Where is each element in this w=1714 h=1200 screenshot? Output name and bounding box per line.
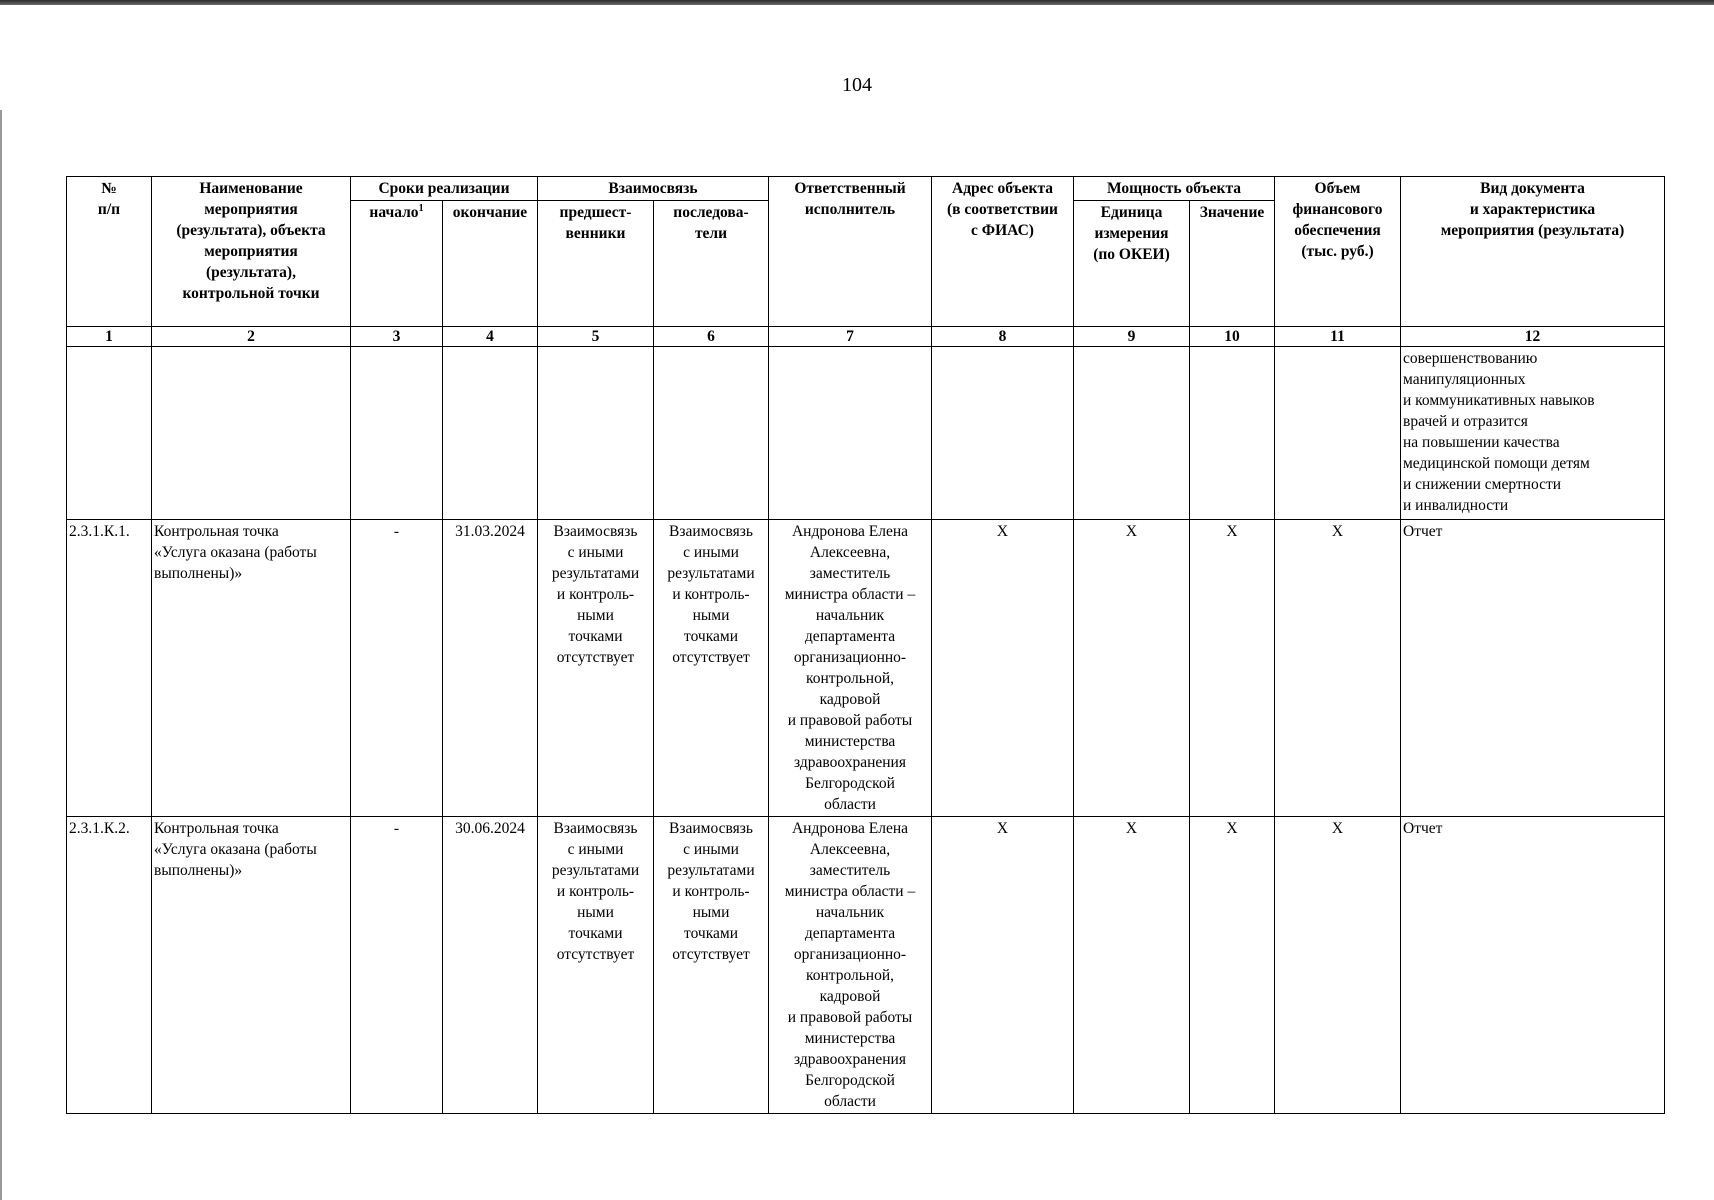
continuation-row [67,347,1665,520]
header-name: Наименование мероприятия (результата), объекта мероприятия (результата), контрольной точки [152,177,351,327]
continuation-doc-text: совершенствованию манипуляционных и коммуникативных навыков врачей и отразится на повышении качества медицинской помощи детям и снижении смертности и инвалидности [1401,347,1665,520]
column-number: 8 [932,327,1074,347]
header-successors: последова- тели [654,201,769,327]
row-address: X [932,520,1074,817]
row-responsible: Андронова Елена Алексеевна, заместитель министра области – начальник департамента организационно- контрольной, кадровой и правовой работы министерства здравоохранения Белгородской области [769,817,932,1114]
table-cell [932,347,1074,520]
header-doc: Вид документа и характеристика мероприятия (результата) [1401,177,1665,327]
header-predecessors: предшест- венники [538,201,654,327]
row-num: 2.3.1.К.1. [67,520,152,817]
table-cell [1275,347,1401,520]
column-number: 6 [654,327,769,347]
row-successors: Взаимосвязь с иными результатами и контроль- ными точками отсутствует [654,817,769,1114]
header-group-vzaim: Взаимосвязь [538,177,769,201]
header-value: Значение [1190,201,1275,327]
column-number: 9 [1074,327,1190,347]
row-start: - [351,817,443,1114]
table-cell [1074,347,1190,520]
table-row [67,520,1665,817]
column-number: 12 [1401,327,1665,347]
table-cell [351,347,443,520]
column-number: 4 [443,327,538,347]
column-number: 7 [769,327,932,347]
table-cell [1190,347,1275,520]
row-unit: X [1074,520,1190,817]
column-number: 11 [1275,327,1401,347]
row-finance: X [1275,817,1401,1114]
page-number: 104 [842,74,872,96]
row-start: - [351,520,443,817]
footnote-marker: 1 [418,202,424,214]
scan-top-border [0,0,1714,5]
row-end: 31.03.2024 [443,520,538,817]
header-num: № п/п [67,177,152,327]
scan-left-edge [0,110,2,1200]
row-predecessors: Взаимосвязь с иными результатами и контроль- ными точками отсутствует [538,817,654,1114]
header-responsible: Ответственный исполнитель [769,177,932,327]
row-name: Контрольная точка «Услуга оказана (работы выполнены)» [152,817,351,1114]
header-group-sroki: Сроки реализации [351,177,538,201]
row-responsible: Андронова Елена Алексеевна, заместитель министра области – начальник департамента организационно- контрольной, кадровой и правовой работы министерства здравоохранения Белгородской области [769,520,932,817]
header-unit: Единица измерения (по ОКЕИ) [1074,201,1190,327]
table-cell [67,347,152,520]
header-end: окончание [443,201,538,327]
table-cell [654,347,769,520]
table-cell [443,347,538,520]
column-number: 10 [1190,327,1275,347]
row-end: 30.06.2024 [443,817,538,1114]
row-value: X [1190,817,1275,1114]
row-num: 2.3.1.К.2. [67,817,152,1114]
row-doc: Отчет [1401,520,1665,817]
row-unit: X [1074,817,1190,1114]
column-number: 2 [152,327,351,347]
table-cell [769,347,932,520]
header-start: начало$^1$ [351,201,443,327]
header-address: Адрес объекта (в соответствии с ФИАС) [932,177,1074,327]
header-group-moshch: Мощность объекта [1074,177,1275,201]
column-number: 3 [351,327,443,347]
table-cell [538,347,654,520]
row-predecessors: Взаимосвязь с иными результатами и контроль- ными точками отсутствует [538,520,654,817]
row-value: X [1190,520,1275,817]
row-name: Контрольная точка «Услуга оказана (работы выполнены)» [152,520,351,817]
column-number-row [67,327,1665,347]
plan-table [66,176,1665,1114]
row-successors: Взаимосвязь с иными результатами и контроль- ными точками отсутствует [654,520,769,817]
table-row [67,817,1665,1114]
column-number: 5 [538,327,654,347]
header-row-top [67,177,1665,201]
header-finance: Объем финансового обеспечения (тыс. руб.) [1275,177,1401,327]
row-finance: X [1275,520,1401,817]
column-number: 1 [67,327,152,347]
row-address: X [932,817,1074,1114]
table-cell [152,347,351,520]
row-doc: Отчет [1401,817,1665,1114]
